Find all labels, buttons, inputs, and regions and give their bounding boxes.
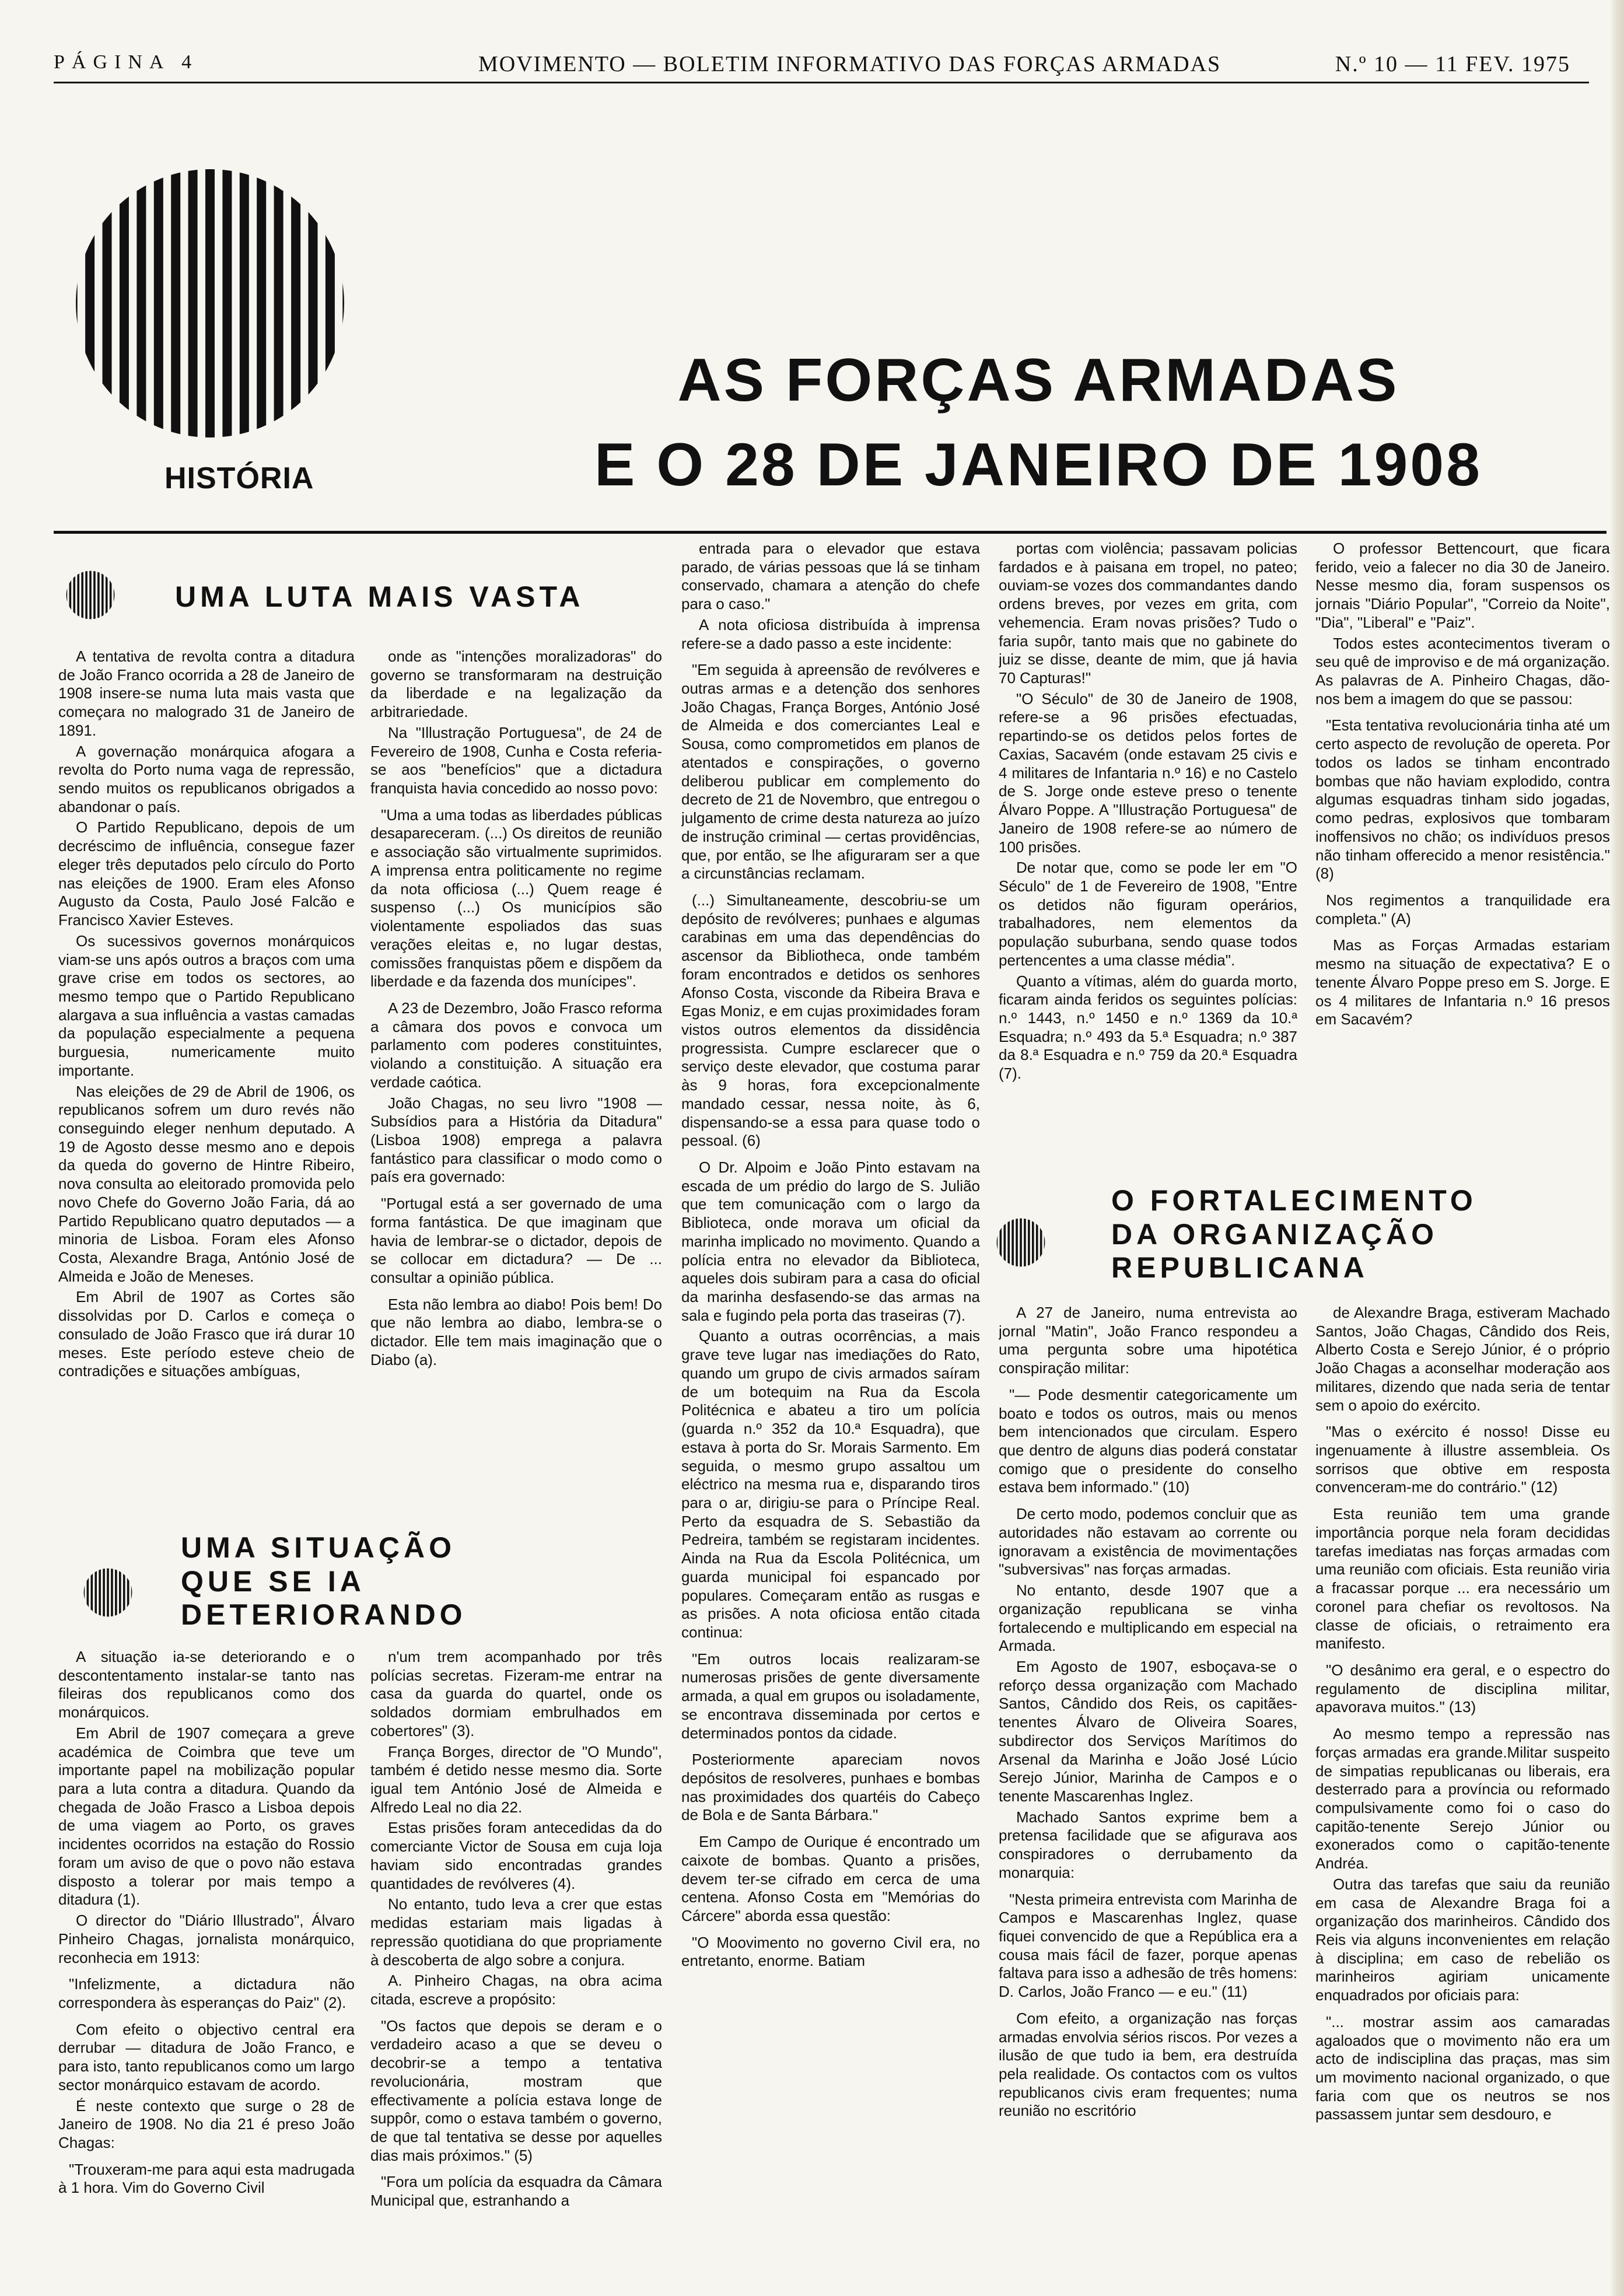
paragraph: portas com violência; passavam policias fardados e à paisana em tropel, no pateo; ouviam-se vozes dos commandantes dando ordens breves, por vezes em grita, com vehemencia. Eram novas prisões? Tudo o faria supôr, tanto mais que no gabinete do juiz se disse, deante de mim, que já havia 70 Capturas!" (999, 540, 1297, 687)
logo-stripe (103, 158, 112, 449)
logo-stripe (87, 1566, 89, 1619)
header-rule (54, 82, 1589, 83)
logo-stripe (115, 1566, 117, 1619)
paragraph: A situação ia-se deteriorando e o descontentamento instalar-se tanto nas fileiras dos republicanos como dos monárquicos. (58, 1648, 355, 1721)
logo-stripe (342, 158, 352, 449)
section-logo-3 (995, 1216, 1047, 1269)
subhead-uma-luta: UMA LUTA MAIS VASTA (175, 580, 584, 613)
column-4-top-body (999, 540, 1297, 1083)
paragraph: Em Agosto de 1907, esboçava-se o reforço dessa organização com Machado Santos, Cândido dos Reis, os capitães-tenentes Álvaro de Oliveira Soares, subdirector dos Serviços Marítimos do Arsenal da Marinha e João José Lúcio Serejo Júnior, Marinha de Campos e o tenente Mascarenhas Inglez. (999, 1657, 1297, 1805)
paragraph: "Em outros locais realizaram-se numerosas prisões de gente diversamente armada, a qual em grupos ou isoladamente, se encontrava disseminada por certos e determinados pontos da cidade. (681, 1650, 980, 1742)
logo-stripe (291, 158, 300, 449)
logo-stripe (222, 158, 232, 449)
paragraph: "O Moovimento no governo Civil era, no entretanto, enorme. Batiam (681, 1933, 980, 1970)
paragraph: A nota oficiosa distribuída à imprensa refere-se a dado passo a este incidente: (681, 615, 980, 652)
paragraph: O director do "Diário Illustrado", Álvaro Pinheiro Chagas, jornalista monárquico, reconhecia em 1913: (58, 1912, 355, 1966)
paragraph: "Fora um polícia da esquadra da Câmara Municipal que, estranhando a (370, 2173, 662, 2210)
paragraph: "Mas o exército é nosso! Disse eu ingenuamente à illustre assembleia. Os sorrisos que obtive em resposta convenceram-me do contrário." (12) (1315, 1423, 1610, 1496)
logo-stripe (131, 1566, 134, 1619)
paragraph: "... mostrar assim aos camaradas agaloados que o movimento não era um acto de indisciplina das praças, mas sim um movimento nacional organizado, o que faria com que os neutros se nos passassem juntar sem desdouro, e (1315, 2013, 1610, 2123)
subhead-fortalecimento-line-1: O FORTALECIMENTO (1111, 1184, 1477, 1217)
logo-stripe (171, 158, 180, 449)
paragraph: "Nesta primeira entrevista com Marinha de Campos e Mascarenhas Inglez, quase fiquei convencido de que a República era a cousa mais fácil de fazer, porque apenas faltava para isso a adhesão de três homens: D. Carlos, João Franco — e eu." (11) (999, 1890, 1297, 2001)
column-1-top (58, 648, 355, 1549)
column-4-bottom-body (999, 1304, 1297, 2120)
subhead-situacao-line-2: QUE SE IA (181, 1564, 365, 1598)
column-1-bottom-body (58, 1648, 355, 2197)
column-5-top (1315, 540, 1610, 1170)
logo-stripe (1040, 1216, 1042, 1269)
logo-stripe (188, 158, 198, 449)
logo-stripe (1032, 1216, 1034, 1269)
paragraph: Quanto a vítimas, além do guarda morto, ficaram ainda feridos os seguintes polícias: n.º 1443, n.º 1450 e n.º 1369 da 10.ª Esquadra; n.º 493 da 5.ª Esquadra; n.º 387 da 8.ª Esquadra e n.º 759 da 20.ª Esquadra (7). (999, 972, 1297, 1083)
paragraph: Em Abril de 1907 começara a greve académica de Coimbra que teve um importante papel na mobilização popular para a luta contra a ditadura. Quando da chegada de João Frasco a Lisboa depois de uma viagem ao Porto, os graves incidentes ocorridos na estação do Rossio foram um aviso de que o povo não estava disposto a tolerar por mais tempo a ditadura (1). (58, 1724, 355, 1909)
column-1-bottom (58, 1648, 355, 2284)
column-4-top (999, 540, 1297, 1170)
logo-stripe (99, 1566, 101, 1619)
paragraph: O Partido Republicano, depois de um decréscimo de influência, consegue fazer eleger três deputados pelo círculo do Porto nas eleições de 1900. Eram eles Afonso Augusto da Costa, Paulo José Falcão e Francisco Xavier Esteves. (58, 818, 355, 929)
subhead-situacao-line-1: UMA SITUAÇÃO (181, 1531, 456, 1564)
section-label: HISTÓRIA (164, 461, 314, 495)
column-5-bottom (1315, 1304, 1610, 2284)
logo-stripe (136, 158, 146, 449)
paragraph: Os sucessivos governos monárquicos viam-se uns após outros a braços com uma grave crise em todos os sectores, ao mesmo tempo que o Partido Republicano alargava a sua influência a vastas camadas da população especialmente a pequena burguesia, numericamente muito importante. (58, 932, 355, 1079)
logo-stripe (107, 1566, 109, 1619)
paragraph: A governação monárquica afogara a revolta do Porto numa vaga de repressão, sendo muitos os republicanos obrigados a abandonar o país. (58, 742, 355, 816)
headline-rule (54, 531, 1606, 534)
paragraph: (...) Simultaneamente, descobriu-se um depósito de revólveres; punhaes e algumas carabinas em uma das dependências do ascensor da Bibliotheca, onde também foram encontrados e detidos os senhores Afonso Costa, visconde da Ribeira Brava e Egas Moniz, e em cujas proximidades foram vistos outros elementos da dissidência progressista. Cumpre esclarecer que o serviço deste elevador, que costuma parar às 9 horas, fora excepcionalmente mandado cessar, nessa noite, às 6, dispensando-se a essa para quase todo o pessoal. (6) (681, 891, 980, 1150)
paragraph: "Portugal está a ser governado de uma forma fantástica. De que imaginam que havia de lembrar-se o dictador, depois de se collocar em dictadura? — De ... consultar a opinião pública. (370, 1195, 662, 1286)
paragraph: Ao mesmo tempo a repressão nas forças armadas era grande.Militar suspeito de simpatias republicanas ou liberais, era desterrado para a província ou reformado compulsivamente como foi o caso do capitão-tenente Serejo Júnior ou exonerados como o capitão-tenente Andréa. (1315, 1725, 1610, 1873)
section-logo-1 (64, 569, 117, 621)
paragraph: A 23 de Dezembro, João Frasco reforma a câmara dos povos e convoca um parlamento com poderes constituintes, violando a constituição. A situação era verdade caótica. (370, 999, 662, 1091)
paragraph: Esta não lembra ao diabo! Pois bem! Do que não lembra ao diabo, lembra-se o dictador. Elle tem mais imaginação que o Diabo (a). (370, 1295, 662, 1368)
logo-stripe (1020, 1216, 1022, 1269)
logo-stripe (1044, 1216, 1046, 1269)
logo-stripe (81, 569, 83, 621)
paragraph: João Chagas, no seu livro "1908 — Subsídios para a História da Ditadura" (Lisboa 1908) emprega a palavra fantástico para classificar o modo como o país era governado: (370, 1094, 662, 1186)
column-5-bottom-body (1315, 1304, 1610, 2124)
logo-stripe (257, 158, 266, 449)
logo-stripe (205, 158, 215, 449)
paragraph: "Trouxeram-me para aqui esta madrugada à 1 hora. Vim do Governo Civil (58, 2160, 355, 2197)
column-2-bottom-body (370, 1648, 662, 2210)
logo-stripe (996, 1216, 998, 1269)
paragraph: "Os factos que depois se deram e o verdadeiro acaso a que se deveu o decobrir-se a tempo a tentativa revolucionária, mostram que effectivamente a polícia estava longe de suppôr, como o estava também o governo, de que tal tentativa se desse por aquelles dias mais próximos." (5) (370, 2017, 662, 2164)
column-2-top-body (370, 648, 662, 1370)
logo-stripe (85, 569, 88, 621)
paragraph: A 27 de Janeiro, numa entrevista ao jornal "Matin", João Franco respondeu a uma pergunta sobre uma hipotética conspiração militar: (999, 1304, 1297, 1377)
logo-stripe (103, 1566, 105, 1619)
logo-stripe (120, 158, 129, 449)
paragraph: Esta reunião tem uma grande importância porque nela foram decididas tarefas imediatas nas forças armadas com uma reunião com oficiais. Esta reunião viria a fracassar porque ... era necessário um coronel para chefiar os revoltosos. Na classe de oficiais, o retraimento era manifesto. (1315, 1505, 1610, 1653)
paragraph: "O Século" de 30 de Janeiro de 1908, refere-se a 96 prisões efectuadas, repartindo-se os detidos pelos fortes de Caxias, Sacavém (onde estavam 25 civis e 4 militares de Infantaria n.º 16) e no Castelo de S. Jorge onde esteve preso o tenente Álvaro Poppe. A "Illustração Portuguesa" de Janeiro de 1908 refere-se ao número de 100 prisões. (999, 690, 1297, 856)
logo-stripe (1000, 1216, 1002, 1269)
paragraph: De notar que, como se pode ler em "O Século" de 1 de Fevereiro de 1908, "Entre os detidos não figuram operários, trabalhadores, nem elementos da população suburbana, sendo quase todos pertencentes a uma classe média". (999, 859, 1297, 969)
column-1-top-body (58, 648, 355, 1381)
column-4-bottom (999, 1304, 1297, 2284)
subhead-fortalecimento-line-2: DA ORGANIZAÇÃO (1111, 1217, 1438, 1251)
paragraph: Nas eleições de 29 de Abril de 1906, os republicanos sofrem um duro revés não conseguindo eleger nenhum deputado. A 19 de Agosto desse mesmo ano e depois da queda do governo de Hintre Ribeiro, nova consulta ao eleitorado promovida pelo novo Chefe do Governo João Faria, dá ao Partido Republicano quatro deputados — a minoria de Lisboa. Foram eles Afonso Costa, Alexandre Braga, António José de Almeida e João de Meneses. (58, 1082, 355, 1285)
paragraph: Com efeito o objectivo central era derrubar — ditadura de João Franco, e para isto, tanto republicanos como um largo sector monárquico estavam de acordo. (58, 2020, 355, 2094)
section-logo-2 (82, 1566, 134, 1619)
page-number: PÁGINA 4 (54, 51, 199, 73)
logo-stripe (240, 158, 249, 449)
logo-stripe (127, 1566, 130, 1619)
subhead-fortalecimento (1111, 1184, 1477, 1285)
subhead-fortalecimento-line-3: REPUBLICANA (1111, 1251, 1368, 1284)
paragraph: No entanto, tudo leva a crer que estas medidas estariam mais ligadas à repressão quotidiana do que propriamente à descoberta de algo sobre a conjura. (370, 1895, 662, 1969)
logo-stripe (93, 569, 96, 621)
historia-logo (64, 158, 356, 449)
paragraph: Estas prisões foram antecedidas da do comerciante Victor de Sousa em cuja loja haviam sido encontradas grandes quantidades de revólveres (4). (370, 1819, 662, 1892)
paragraph: Quanto a outras ocorrências, a mais grave teve lugar nas imediações do Rato, quando um grupo de civis armados saíram de um botequim na Rua da Escola Politécnica e abateu a tiro um polícia (guarda n.º 352 da 10.ª Esquadra), que estava à porta do Sr. Morais Sarmento. Em seguida, o mesmo grupo assaltou um eléctrico na mesma rua e, disparando tiros para o ar, dirigiu-se para o Príncipe Real. Perto da esquadra de S. Sebastião da Pedreira, também se registaram incidentes. Ainda na Rua da Escola Politécnica, um guarda municipal foi espancado por populares. Começaram então as rusgas e as prisões. A nota oficiosa então citada continua: (681, 1327, 980, 1641)
logo-stripe (110, 569, 112, 621)
subhead-situacao (181, 1531, 467, 1632)
paragraph: "Uma a uma todas as liberdades públicas desapareceram. (...) Os direitos de reunião e associação são virtualmente suprimidos. A imprensa entra politicamente no regime da nota officiosa (...) Quem reage é suspenso (...) Os municípios são violentamente espoliados das suas verações eleitas e, no lugar destas, comissões franquistas põem e dispõem da liberdade e da fazenda dos munícipes". (370, 806, 662, 991)
paragraph: O professor Bettencourt, que ficara ferido, veio a falecer no dia 30 de Janeiro. Nesse mesmo dia, foram suspensos os jornais "Diário Popular", "Correio da Noite", "Dia", "Liberal" e "Paiz". (1315, 540, 1610, 631)
logo-stripe (90, 1566, 93, 1619)
logo-stripe (94, 1566, 97, 1619)
logo-stripe (123, 1566, 125, 1619)
paragraph: É neste contexto que surge o 28 de Janeiro de 1908. No dia 21 é preso João Chagas: (58, 2096, 355, 2151)
logo-stripe (68, 158, 78, 449)
logo-stripe (1036, 1216, 1038, 1269)
logo-stripe (85, 158, 94, 449)
paragraph: Com efeito, a organização nas forças armadas envolvia sérios riscos. Por vezes a ilusão de que tudo ia bem, era destruída pela realidade. Os contactos com os vultos republicanos civis eram frequentes; numa reunião no escritório (999, 2009, 1297, 2120)
issue-date: N.º 10 — 11 FEV. 1975 (1335, 52, 1570, 76)
logo-stripe (73, 569, 75, 621)
logo-stripe (97, 569, 100, 621)
paragraph: Nos regimentos a tranquilidade era completa." (A) (1315, 891, 1610, 928)
logo-stripe (89, 569, 92, 621)
paragraph: A tentativa de revolta contra a ditadura de João Franco ocorrida a 28 de Janeiro de 1908 insere-se numa luta mais vasta que começara no malogrado 31 de Janeiro de 1891. (58, 648, 355, 739)
logo-stripe (65, 569, 68, 621)
paragraph: "— Pode desmentir categoricamente um boato e todos os outros, mais ou menos bem intencionados que circulam. Espero que dentro de alguns dias poderá constatar comigo que o presidente do conselho estava bem informado." (10) (999, 1385, 1297, 1496)
logo-stripe (77, 569, 79, 621)
paragraph: No entanto, desde 1907 que a organização republicana se vinha fortalecendo e multiplicando em especial na Armada. (999, 1581, 1297, 1655)
logo-stripe (114, 569, 116, 621)
logo-stripe (83, 1566, 85, 1619)
paragraph: n'um trem acompanhado por três polícias secretas. Fizeram-me entrar na casa da guarda do quartel, onde os soldados dormiam embrulhados em cobertores" (3). (370, 1648, 662, 1740)
logo-stripe (326, 158, 335, 449)
paragraph: De certo modo, podemos concluir que as autoridades não estavam ao corrente ou ignoravam a existência de movimentações "subversivas" nas forças armadas. (999, 1505, 1297, 1578)
logo-stripe (1016, 1216, 1018, 1269)
column-2-top (370, 648, 662, 1511)
logo-stripe (309, 158, 318, 449)
logo-stripe (69, 569, 72, 621)
paragraph: Em Campo de Ourique é encontrado um caixote de bombas. Quanto a prisões, devem ter-se cifrado em cerca de uma centena. Afonso Costa em "Memórias do Cárcere" aborda essa questão: (681, 1833, 980, 1925)
column-2-bottom (370, 1648, 662, 2284)
paragraph: A. Pinheiro Chagas, na obra acima citada, escreve a propósito: (370, 1972, 662, 2008)
paragraph: "Em seguida à apreensão de revólveres e outras armas e a detenção dos senhores João Chagas, França Borges, António José de Almeida e dos comerciantes Leal e Sousa, como comprometidos em planos de atentados e conspirações, o governo deliberou publicar em complemento do decreto de 21 de Novembro, que entregou o julgamento de crime desta natureza ao juízo de instrução criminal — certas providências, que, por então, se lhe afiguraram ser a que a circunstâncias reclamam. (681, 661, 980, 883)
logo-stripe (1007, 1216, 1010, 1269)
paragraph: Todos estes acontecimentos tiveram o seu quê de improviso e de má organização. As palavras de A. Pinheiro Chagas, dão-nos bem a imagem do que se passou: (1315, 634, 1610, 708)
paragraph: Machado Santos exprime bem a pretensa facilidade que se afigurava aos conspiradores o derrubamento da monarquia: (999, 1808, 1297, 1881)
paragraph: Mas as Forças Armadas estariam mesmo na situação de expectativa? E o tenente Álvaro Poppe preso em S. Jorge. E os 4 militares de Infantaria n.º 16 presos em Sacavém? (1315, 936, 1610, 1028)
paragraph: entrada para o elevador que estava parado, de várias pessoas que lá se tinham conservado, chamara a atenção do chefe para o caso." (681, 540, 980, 613)
paragraph: onde as "intenções moralizadoras" do governo se transformaram na destruição da liberdade e na legalização da arbitrariedade. (370, 648, 662, 721)
logo-stripe (1024, 1216, 1026, 1269)
paragraph: de Alexandre Braga, estiveram Machado Santos, João Chagas, Cândido dos Reis, Alberto Costa e Serejo Júnior, é o próprio João Chagas a aconselhar moderação aos militares, dizendo que nada seria de tentar sem o apoio do exército. (1315, 1304, 1610, 1414)
paragraph: "Infelizmente, a dictadura não correspondera às esperanças do Paiz" (2). (58, 1975, 355, 2011)
paragraph: O Dr. Alpoim e João Pinto estavam na escada de um prédio do largo de S. Julião que tem comunicação com o largo da Biblioteca, onde morava um oficial da marinha implicado no movimento. Quando a polícia entra no elevador da Biblioteca, aqueles dois subiram para a casa do oficial da marinha desfasendo-se das armas na sala e fugindo pela porta das traseiras (7). (681, 1158, 980, 1324)
logo-stripe (154, 158, 163, 449)
logo-stripe (1012, 1216, 1014, 1269)
logo-stripe (102, 569, 104, 621)
page-edge-shadow (1610, 0, 1624, 2296)
column-3 (681, 540, 980, 2284)
logo-stripe (1028, 1216, 1030, 1269)
paragraph: Outra das tarefas que saiu da reunião em casa de Alexandre Braga foi a organização dos marinheiros. Cândido dos Reis via alguns inconvenientes em relação à disciplina; em caso de rebelião os marinheiros agiriam unicamente enquadrados por oficiais para: (1315, 1875, 1610, 2004)
paragraph: França Borges, director de "O Mundo", também é detido nesse mesmo dia. Sorte igual tem António José de Almeida e Alfredo Leal no dia 22. (370, 1742, 662, 1816)
paragraph: "Esta tentativa revolucionária tinha até um certo aspecto de revolução de opereta. Por todos os lados se tinham encontrado bombas que não haviam explodido, contra algumas esquadras tinham sido jogadas, como pedras, explosivos que tombaram inoffensivos no chão; os indivíduos presos não tinham offerecido a menor resistência." (8) (1315, 716, 1610, 883)
headline-line-2: E O 28 DE JANEIRO DE 1908 (594, 431, 1482, 499)
paragraph: Em Abril de 1907 as Cortes são dissolvidas por D. Carlos e começa o consulado de João Frasco que irá durar 10 meses. Este período esteve cheio de contradições e situações ambíguas, (58, 1288, 355, 1380)
subhead-situacao-line-3: DETERIORANDO (181, 1598, 467, 1631)
logo-stripe (119, 1566, 121, 1619)
paragraph: Na "Illustração Portuguesa", de 24 de Fevereiro de 1908, Cunha e Costa referia-se aos "benefícios" que a dictadura franquista havia concedido ao nosso povo: (370, 723, 662, 797)
paragraph: Posteriormente apareciam novos depósitos de resolveres, punhaes e bombas nas proximidades dos quartéis do Cabeço de Bola e de Santa Bárbara." (681, 1751, 980, 1824)
paragraph: "O desânimo era geral, e o espectro do regulamento de disciplina militar, apavorava muitos." (13) (1315, 1661, 1610, 1716)
column-3-body (681, 540, 980, 1971)
logo-stripe (106, 569, 108, 621)
logo-stripe (111, 1566, 113, 1619)
headline-line-1: AS FORÇAS ARMADAS (677, 346, 1399, 414)
column-5-top-body (1315, 540, 1610, 1029)
publication-title: MOVIMENTO — BOLETIM INFORMATIVO DAS FORÇAS ARMADAS (478, 52, 1222, 76)
logo-stripe (274, 158, 284, 449)
logo-stripe (1003, 1216, 1006, 1269)
